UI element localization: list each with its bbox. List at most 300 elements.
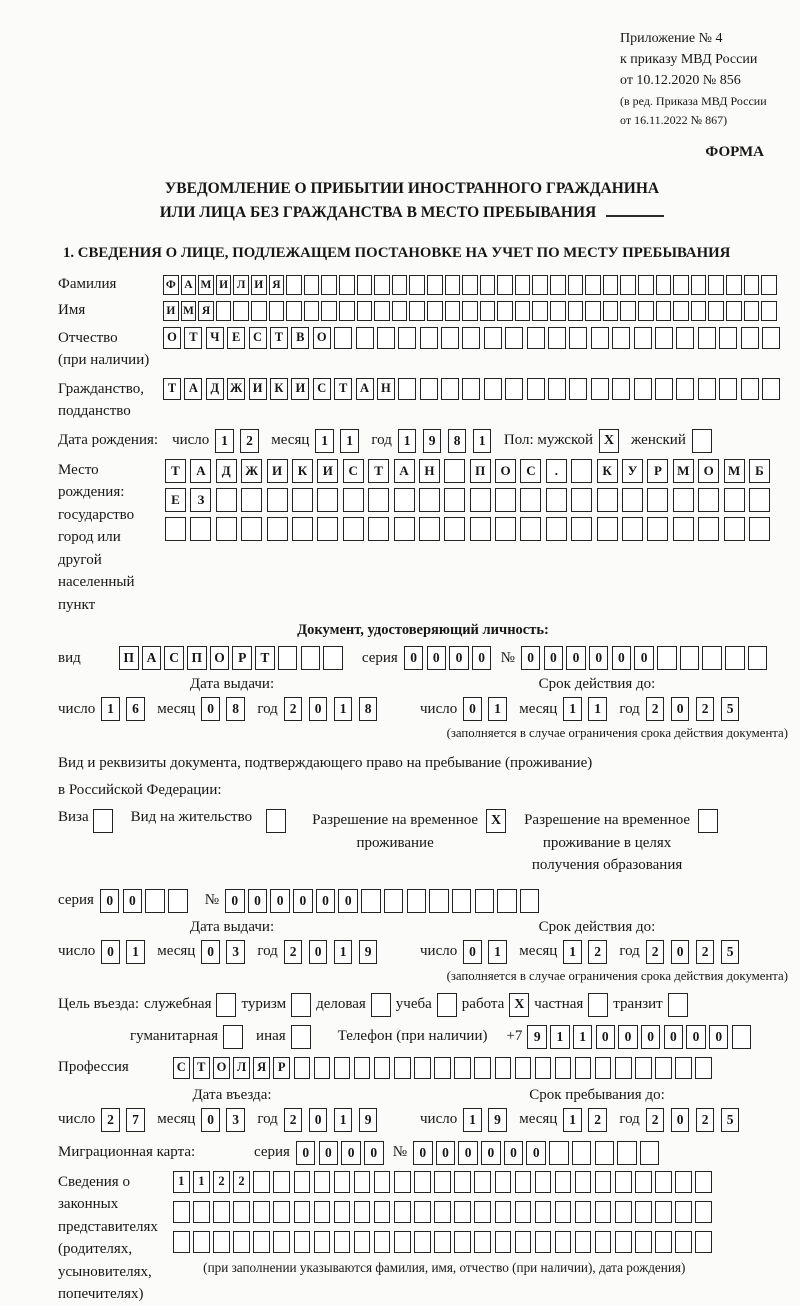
form-cell <box>569 327 587 349</box>
form-cell: 0 <box>458 1141 478 1165</box>
form-cell <box>638 275 654 295</box>
patronymic-label-line-2: (при наличии) <box>58 352 150 369</box>
form-cell <box>691 275 707 295</box>
form-cell <box>603 301 619 321</box>
representatives-row <box>58 1171 788 1306</box>
form-cell <box>550 275 566 295</box>
form-cell: М <box>181 301 197 321</box>
form-cell <box>427 301 443 321</box>
entry-year-cells <box>284 1108 384 1132</box>
form-cell <box>392 275 408 295</box>
phone-label: Телефон (при наличии) <box>337 1028 488 1045</box>
form-cell <box>612 327 630 349</box>
form-cell: 0 <box>101 940 120 964</box>
form-cell: 0 <box>686 1025 706 1049</box>
citizenship-label <box>58 378 163 423</box>
stay-year-cells <box>646 1108 746 1132</box>
form-cell: X <box>486 809 506 833</box>
document-validity-day-cells <box>463 697 513 721</box>
permit-validity-month-label: месяц <box>519 943 558 960</box>
form-cell <box>444 517 465 541</box>
form-cell <box>216 993 236 1017</box>
form-cell: Я <box>198 301 214 321</box>
document-issue-day-cells <box>101 697 151 721</box>
form-cell: 8 <box>226 697 245 721</box>
form-cell <box>635 1201 652 1223</box>
form-cell <box>323 646 343 670</box>
form-cell <box>291 1025 311 1049</box>
form-cell <box>434 1057 451 1079</box>
stay-until-line <box>406 1108 788 1132</box>
form-cell: 1 <box>193 1171 210 1193</box>
form-cell <box>698 378 716 400</box>
form-cell <box>343 517 364 541</box>
form-cell <box>708 301 724 321</box>
form-cell <box>193 1231 210 1253</box>
form-cell: 0 <box>309 697 328 721</box>
form-cell <box>377 327 395 349</box>
form-cell: 0 <box>270 889 290 913</box>
form-cell <box>675 1201 692 1223</box>
form-cell: Т <box>255 646 275 670</box>
form-cell <box>595 1171 612 1193</box>
form-cell: О <box>163 327 181 349</box>
birth-year-cells <box>398 429 498 453</box>
form-cell <box>732 1025 752 1049</box>
form-cell: М <box>673 459 694 483</box>
form-cell <box>655 1057 672 1079</box>
form-cell: 0 <box>341 1141 361 1165</box>
purpose-work-checkbox <box>509 993 529 1017</box>
form-cell <box>647 488 668 512</box>
form-cell <box>515 1201 532 1223</box>
citizenship-row <box>58 378 788 423</box>
birth-place-cells-row-3 <box>165 517 774 541</box>
purpose-private-label: частная <box>534 996 584 1013</box>
residence-document-text-line-1: Вид и реквизиты документа, подтверждающего право на пребывание (проживание) <box>58 755 593 772</box>
permit-issue-heading: Дата выдачи: <box>189 918 275 935</box>
form-cell: 5 <box>721 697 740 721</box>
form-cell: 2 <box>588 1108 607 1132</box>
form-cell: 9 <box>488 1108 507 1132</box>
form-cell: О <box>213 1057 230 1079</box>
form-cell <box>615 1171 632 1193</box>
form-cell <box>354 1231 371 1253</box>
form-cell <box>384 889 404 913</box>
temp-residence-education-checkbox <box>698 809 718 833</box>
stay-day-cells <box>463 1108 513 1132</box>
form-cell <box>267 488 288 512</box>
form-cell: 2 <box>284 697 303 721</box>
form-cell <box>357 301 373 321</box>
form-cell: 0 <box>309 1108 328 1132</box>
form-title-line-2-text: ИЛИ ЛИЦА БЕЗ ГРАЖДАНСТВА В МЕСТО ПРЕБЫВАНИЯ <box>159 203 597 221</box>
form-cell <box>620 275 636 295</box>
form-cell <box>620 301 636 321</box>
form-cell <box>515 301 531 321</box>
form-cell <box>647 517 668 541</box>
profession-row <box>58 1057 788 1079</box>
form-cell <box>294 1171 311 1193</box>
form-cell <box>622 488 643 512</box>
form-cell: И <box>249 378 267 400</box>
form-cell: З <box>190 488 211 512</box>
form-cell: Р <box>232 646 252 670</box>
stay-month-label: месяц <box>519 1111 558 1128</box>
form-cell <box>292 517 313 541</box>
document-issue-line <box>58 697 406 721</box>
form-cell <box>595 1057 612 1079</box>
form-cell: 0 <box>709 1025 729 1049</box>
purpose-business-label: деловая <box>316 996 366 1013</box>
form-cell <box>334 1231 351 1253</box>
form-cell <box>655 1231 672 1253</box>
form-cell: И <box>317 459 338 483</box>
form-cell <box>527 327 545 349</box>
residence-document-options-row <box>58 809 788 877</box>
birth-date-label: Дата рождения: <box>58 432 159 449</box>
form-cell <box>253 1201 270 1223</box>
form-cell: 8 <box>359 697 378 721</box>
form-cell <box>301 646 321 670</box>
form-cell: О <box>313 327 331 349</box>
form-cell <box>555 1201 572 1223</box>
form-cell <box>676 327 694 349</box>
permit-validity-day-label: число <box>420 943 458 960</box>
form-cell <box>213 1201 230 1223</box>
form-cell <box>680 646 700 670</box>
form-cell <box>655 378 673 400</box>
form-cell: 0 <box>100 889 120 913</box>
form-cell <box>695 1231 712 1253</box>
form-cell <box>615 1057 632 1079</box>
temp-residence-education-label-line-3: получения образования <box>531 857 683 874</box>
issue-month-label: месяц <box>157 700 196 717</box>
form-cell <box>597 488 618 512</box>
representatives-label-line-5: усыновителях, <box>58 1263 152 1280</box>
form-cell: 0 <box>436 1141 456 1165</box>
form-cell: К <box>597 459 618 483</box>
surname-row <box>58 275 788 295</box>
form-cell: М <box>198 275 214 295</box>
form-cell <box>744 275 760 295</box>
migration-number-label: № <box>392 1144 407 1161</box>
form-cell <box>334 1171 351 1193</box>
form-cell: 2 <box>284 940 303 964</box>
form-cell: 1 <box>334 1108 353 1132</box>
form-cell: 0 <box>671 1108 690 1132</box>
form-cell <box>655 327 673 349</box>
form-cell <box>571 459 592 483</box>
visa-checkbox <box>93 809 113 833</box>
identity-document-heading: Документ, удостоверяющий личность: <box>297 622 549 639</box>
form-cell <box>657 646 677 670</box>
form-cell <box>741 327 759 349</box>
form-cell <box>434 1201 451 1223</box>
permit-issue-month-cells <box>201 940 251 964</box>
form-cell: 9 <box>359 940 378 964</box>
given-name-row <box>58 301 788 321</box>
form-cell <box>571 488 592 512</box>
form-cell: С <box>313 378 331 400</box>
issue-day-label: число <box>58 700 96 717</box>
purpose-tourism-label: туризм <box>241 996 287 1013</box>
form-cell <box>474 1231 491 1253</box>
form-cell <box>445 301 461 321</box>
form-cell: 9 <box>359 1108 378 1132</box>
temp-residence-checkbox <box>486 809 506 833</box>
birth-month-label: месяц <box>271 432 310 449</box>
form-cell: 5 <box>721 1108 740 1132</box>
document-validity-month-cells <box>563 697 613 721</box>
form-cell: 0 <box>596 1025 616 1049</box>
form-cell: С <box>164 646 184 670</box>
form-cell <box>575 1057 592 1079</box>
form-cell <box>555 1057 572 1079</box>
form-cell <box>354 1201 371 1223</box>
form-cell <box>233 1201 250 1223</box>
permit-validity-year-cells <box>646 940 746 964</box>
permit-validity-heading: Срок действия до: <box>538 918 656 935</box>
form-cell: 0 <box>463 697 482 721</box>
form-cell: 1 <box>334 940 353 964</box>
form-cell: 0 <box>463 940 482 964</box>
form-cell <box>634 327 652 349</box>
form-cell: П <box>470 459 491 483</box>
form-cell <box>676 378 694 400</box>
form-cell: 2 <box>696 1108 715 1132</box>
form-cell: 1 <box>488 940 507 964</box>
form-cell: 6 <box>126 697 145 721</box>
form-cell: А <box>356 378 374 400</box>
form-cell <box>273 1231 290 1253</box>
form-cell: П <box>187 646 207 670</box>
form-cell: Т <box>184 327 202 349</box>
form-cell: Е <box>227 327 245 349</box>
birth-month-cells <box>315 429 365 453</box>
document-series-label: серия <box>361 649 398 666</box>
form-cell <box>692 429 712 453</box>
form-cell <box>638 301 654 321</box>
permit-number-label: № <box>204 892 219 909</box>
validity-note: (заполняется в случае ограничения срока действия документа) <box>446 726 788 741</box>
form-cell <box>339 275 355 295</box>
form-cell <box>535 1057 552 1079</box>
form-cell <box>193 1201 210 1223</box>
purpose-transit-checkbox <box>668 993 688 1017</box>
form-cell <box>394 1171 411 1193</box>
form-cell <box>588 993 608 1017</box>
permit-issue-year-label: год <box>257 943 278 960</box>
form-cell <box>497 889 517 913</box>
form-cell <box>532 301 548 321</box>
form-cell <box>550 301 566 321</box>
form-cell <box>575 1201 592 1223</box>
form-cell <box>444 488 465 512</box>
form-cell <box>749 517 770 541</box>
permit-series-cells <box>100 889 191 913</box>
form-cell <box>515 275 531 295</box>
form-cell <box>585 301 601 321</box>
form-cell: 5 <box>721 940 740 964</box>
form-cell <box>480 301 496 321</box>
form-title-line-1: УВЕДОМЛЕНИЕ О ПРИБЫТИИ ИНОСТРАННОГО ГРАЖДАНИНА <box>164 179 660 197</box>
form-cell: 1 <box>463 1108 482 1132</box>
form-cell: С <box>173 1057 190 1079</box>
form-cell: Л <box>233 1057 250 1079</box>
validity-year-label: год <box>619 700 640 717</box>
appendix-line-3: от 10.12.2020 № 856 <box>620 73 741 88</box>
form-cell <box>314 1231 331 1253</box>
form-cell: И <box>163 301 179 321</box>
migration-series-label: серия <box>254 1144 290 1161</box>
form-cell <box>691 301 707 321</box>
form-title <box>36 177 788 225</box>
migration-card-row <box>58 1141 788 1165</box>
form-cell: Р <box>647 459 668 483</box>
form-cell <box>437 993 457 1017</box>
form-cell <box>675 1231 692 1253</box>
form-cell <box>495 1171 512 1193</box>
migration-card-label: Миграционная карта: <box>58 1144 196 1161</box>
form-cell <box>216 301 232 321</box>
entry-purpose-row-2 <box>58 1025 788 1049</box>
form-cell: Т <box>163 378 181 400</box>
citizenship-label-line-2: подданство <box>58 403 131 420</box>
form-cell: 2 <box>101 1108 120 1132</box>
document-issue-heading: Дата выдачи: <box>189 676 275 693</box>
form-cell: 0 <box>427 646 447 670</box>
form-cell <box>673 488 694 512</box>
form-cell <box>374 275 390 295</box>
birth-place-label-line-2: государство <box>58 506 135 523</box>
birth-day-label: число <box>172 432 210 449</box>
form-cell <box>474 1171 491 1193</box>
form-cell <box>343 488 364 512</box>
sex-male-checkbox <box>599 429 619 453</box>
form-cell <box>292 488 313 512</box>
form-cell <box>520 889 540 913</box>
permit-issue-column <box>58 919 406 984</box>
form-cell <box>317 488 338 512</box>
form-cell: 1 <box>473 429 492 453</box>
visa-label: Виза <box>58 809 89 826</box>
form-cell: 0 <box>123 889 143 913</box>
representatives-label <box>58 1171 173 1306</box>
purpose-humanitarian-checkbox <box>223 1025 243 1049</box>
form-cell <box>520 517 541 541</box>
form-cell: Н <box>377 378 395 400</box>
form-cell: П <box>119 646 139 670</box>
form-cell <box>233 1231 250 1253</box>
form-cell: 0 <box>364 1141 384 1165</box>
form-cell <box>434 1171 451 1193</box>
form-cell: 2 <box>646 697 665 721</box>
form-cell: 0 <box>309 940 328 964</box>
form-cell <box>445 275 461 295</box>
form-cell <box>241 488 262 512</box>
form-cell: 0 <box>612 646 632 670</box>
permit-validity-day-cells <box>463 940 513 964</box>
representatives-cells-row-1 <box>173 1171 716 1193</box>
form-cell <box>585 275 601 295</box>
representatives-label-line-3: представителях <box>58 1218 158 1235</box>
form-cell: 0 <box>566 646 586 670</box>
form-cell <box>698 488 719 512</box>
form-cell <box>495 517 516 541</box>
form-cell <box>233 301 249 321</box>
residence-permit-checkbox <box>266 809 286 833</box>
form-cell <box>314 1201 331 1223</box>
birth-year-label: год <box>371 432 392 449</box>
permit-series-row <box>58 889 788 913</box>
form-cell: 0 <box>225 889 245 913</box>
form-cell: О <box>698 459 719 483</box>
given-name-cells <box>163 301 779 321</box>
purpose-other-checkbox <box>291 1025 311 1049</box>
form-cell <box>394 1057 411 1079</box>
form-cell <box>314 1057 331 1079</box>
permit-issue-line <box>58 940 406 964</box>
form-cell <box>640 1141 660 1165</box>
form-cell <box>698 517 719 541</box>
form-cell <box>354 1171 371 1193</box>
form-cell: И <box>291 378 309 400</box>
form-cell <box>495 1231 512 1253</box>
form-cell <box>454 1171 471 1193</box>
form-cell: М <box>724 459 745 483</box>
form-cell <box>427 275 443 295</box>
form-cell <box>695 1201 712 1223</box>
entry-month-label: месяц <box>157 1111 196 1128</box>
form-cell <box>635 1231 652 1253</box>
form-cell: С <box>343 459 364 483</box>
form-cell <box>190 517 211 541</box>
form-cell: Т <box>368 459 389 483</box>
representatives-label-line-4: (родителях, <box>58 1241 133 1258</box>
form-cell: 1 <box>315 429 334 453</box>
profession-label: Профессия <box>58 1059 129 1076</box>
purpose-transit-label: транзит <box>613 996 663 1013</box>
form-cell <box>454 1057 471 1079</box>
phone-prefix: +7 <box>506 1028 523 1045</box>
purpose-humanitarian-label: гуманитарная <box>130 1028 219 1045</box>
form-cell <box>741 378 759 400</box>
form-cell <box>505 378 523 400</box>
entry-date-heading: Дата въезда: <box>192 1086 272 1103</box>
birth-place-label-line-4: населенный пункт <box>58 574 135 613</box>
form-cell <box>419 488 440 512</box>
form-cell <box>294 1201 311 1223</box>
document-kind-label: вид <box>58 649 81 666</box>
form-cell <box>334 327 352 349</box>
representatives-label-line-1: Сведения о <box>58 1173 130 1190</box>
citizenship-cells <box>163 378 783 400</box>
form-cell: Ж <box>227 378 245 400</box>
representatives-note: (при заполнении указываются фамилия, имя, отчество (при наличии), дата рождения) <box>203 1259 686 1275</box>
form-cell: Н <box>419 459 440 483</box>
entry-purpose-label: Цель въезда: <box>58 996 139 1013</box>
form-cell: 2 <box>588 940 607 964</box>
representatives-label-line-6: попечителях) <box>58 1286 144 1303</box>
form-cell <box>595 1231 612 1253</box>
form-cell: Д <box>206 378 224 400</box>
birth-day-cells <box>215 429 265 453</box>
form-cell <box>273 1201 290 1223</box>
form-cell: 0 <box>671 697 690 721</box>
permit-validity-note: (заполняется в случае ограничения срока действия документа) <box>446 968 788 983</box>
form-cell <box>480 275 496 295</box>
